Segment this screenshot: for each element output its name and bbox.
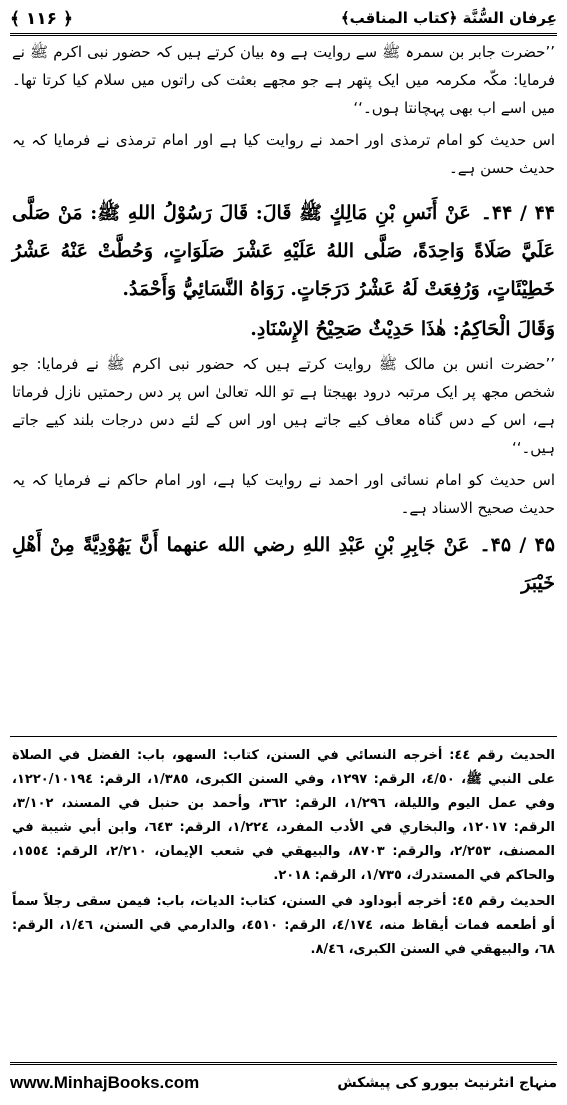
presenter-credit: منہاج انٹرنیٹ بیورو کی پیشکش	[337, 1075, 557, 1091]
hadith-44-number: ۴۴ / ۴۴۔	[480, 202, 555, 224]
hadith-44-arabic	[12, 194, 555, 308]
hadith-44-note: اس حدیث کو امام نسائی اور احمد نے روایت کیا ہے، اور امام حاکم نے فرمایا کہ یہ حدیث صحیح الاسناد ہے۔	[12, 471, 555, 517]
book-title: عِرفان السُّنَّة ﴿کتاب المناقب﴾	[340, 9, 557, 27]
page-footer	[10, 1068, 557, 1098]
header-rule	[10, 33, 557, 36]
hadith-43-note: اس حدیث کو امام ترمذی اور احمد نے روایت کیا ہے اور امام ترمذی نے فرمایا کہ یہ حدیث حسن ہے۔	[12, 131, 555, 177]
page-header	[10, 4, 557, 32]
hadith-44-translation: ’’حضرت انس بن مالک ﷺ روایت کرتے ہیں کہ حضور نبی اکرم ﷺ نے فرمایا: جو شخص مجھ پر ایک مرتبہ درود بھیجتا ہے تو اللہ تعالیٰ اس پر دس رحمتیں نازل فرماتا ہے، اس کے دس گناہ معاف کیے جاتے ہیں اور اس کے لئے دس درجات بلند کیے جاتے ہیں۔‘‘	[12, 355, 555, 457]
hadith-43-translation: ’’حضرت جابر بن سمرہ ﷺ سے روایت ہے وہ بیان کرتے ہیں کہ حضور نبی اکرم ﷺ نے فرمایا: مکّہ مکرمہ میں ایک پتھر ہے جو مجھے بعثت کی راتوں میں سلام کیا کرتا تھا۔ میں اسے اب بھی پہچانتا ہوں۔‘‘	[12, 43, 555, 117]
footnotes	[12, 744, 555, 964]
footnote-45: الحديث رقم ٤٥: أخرجه أبوداود في السنن، كتاب: الديات، باب: فيمن سقى رجلاً سماً أو أطعمه فمات أيقاظ منه، ٤/١٧٤، الرقم: ٤٥١٠، والدارمي في السنن، ١/٤٦، الرقم: ٦٨، والبيهقي في السنن الكبرى، ٨/٤٦.	[12, 894, 556, 957]
hadith-45-number: ۴۵ / ۴۵۔	[479, 534, 556, 556]
website-link[interactable]: www.MinhajBooks.com	[10, 1073, 200, 1092]
hadith-45-arabic-text: عَنْ جَابِرِ بْنِ عَبْدِ اللهِ رضي الله عنهما أَنَّ يَهُوْدِيَّةً مِنْ أَهْلِ خَيْبَرَ	[12, 534, 555, 594]
footnote-rule	[10, 736, 557, 737]
page-number: ﴿ ۱۱۶ ﴾	[10, 8, 73, 29]
hadith-45-arabic	[12, 526, 555, 602]
footnote-44: الحديث رقم ٤٤: أخرجه النسائي في السنن، كتاب: السهو، باب: الفضل في الصلاة على النبي ﷺ، ٤/٥٠، الرقم: ١٢٩٧، وفي السنن الكبرى، ١/٣٨٥، الرقم: ١٢٢٠/١٠١٩٤، وفي عمل اليوم والليلة، ١/٢٩٦، الرقم: ٣٦٢، وأحمد بن حنبل في المسند، ٣/١٠٢، الرقم: ١٢٠١٧، والبخاري في الأدب المفرد، ١/٢٢٤، الرقم: ٦٤٣، وابن أبي شيبة في المصنف، ٢/٢٥٣، والرقم: ٨٧٠٣، والبيهقي في شعب الإيمان، ٢/٢١٠، الرقم: ١٥٥٤، والحاكم في المستدرك، ١/٧٣٥، الرقم: ٢٠١٨.	[12, 748, 555, 883]
main-text	[12, 38, 555, 604]
hadith-44-arabic-text: عَنْ أَنَسِ بْنِ مَالِكٍ ﷺ قَالَ: قَالَ رَسُوْلُ اللهِ ﷺ: مَنْ صَلَّى عَلَيَّ صَلَاةً وَاحِدَةً، صَلَّى اللهُ عَلَيْهِ عَشْرَ صَلَوَاتٍ، وَحُطَّتْ عَنْهُ عَشْرُ خَطِيْئَاتٍ، وَرُفِعَتْ لَهُ عَشْرُ دَرَجَاتٍ. رَوَاهُ النَّسَائِيُّ وَأَحْمَدُ.	[12, 202, 555, 300]
footer-rule	[10, 1062, 557, 1065]
hadith-44-hakim: وَقَالَ الْحَاكِمُ: هٰذَا حَدِيْثٌ صَحِيْحُ الإِسْنَادِ.	[250, 318, 555, 340]
